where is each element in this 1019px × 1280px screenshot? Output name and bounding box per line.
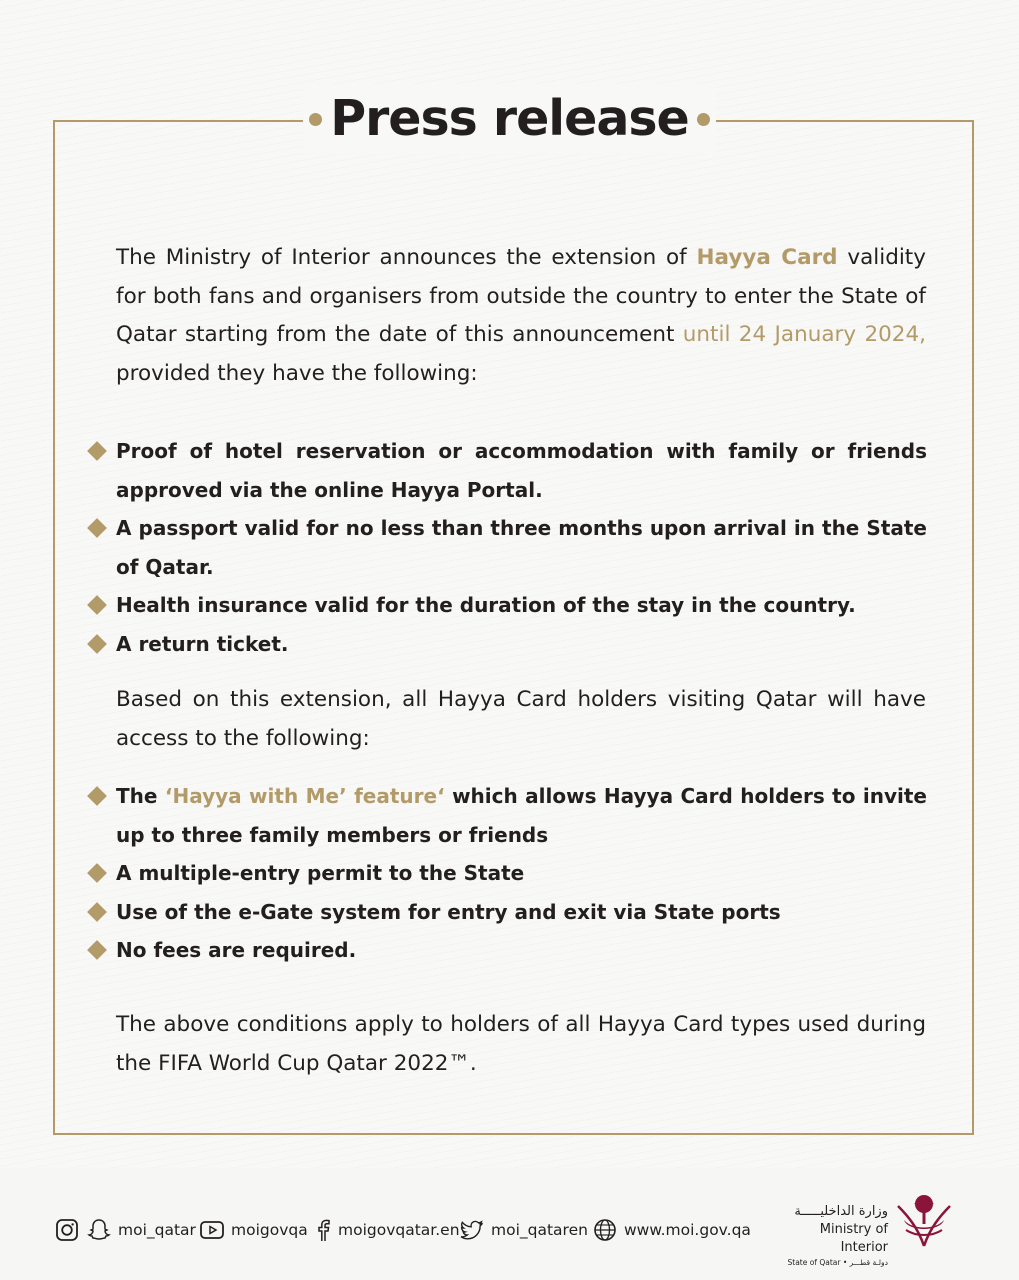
logo-english: Ministry of Interior: [819, 1222, 888, 1255]
diamond-bullet-icon: [87, 902, 107, 922]
instagram-handle: moi_qatar: [118, 1221, 196, 1239]
hayya-with-me-highlight: ‘Hayya with Me’ feature‘: [164, 784, 445, 808]
youtube-icon: [199, 1217, 225, 1243]
logo-arabic: وزارة الداخليـــــة: [794, 1204, 888, 1219]
title-dot-right: [697, 113, 710, 126]
diamond-bullet-icon: [87, 863, 107, 883]
date-highlight: until 24 January 2024,: [682, 322, 926, 347]
facebook-icon: [314, 1217, 332, 1243]
youtube-handle: moigovqa: [231, 1221, 308, 1239]
footer-website[interactable]: [592, 1215, 751, 1245]
qatar-emblem-icon: [890, 1186, 958, 1252]
list-item: Health insurance valid for the duration of the stay in the country.: [85, 586, 927, 625]
globe-icon: [592, 1217, 618, 1243]
list-item: No fees are required.: [85, 931, 927, 970]
twitter-handle: moi_qataren: [491, 1221, 588, 1239]
diamond-bullet-icon: [87, 518, 107, 538]
page-title: Press release: [330, 90, 689, 147]
hayya-card-highlight: Hayya Card: [696, 245, 838, 270]
ministry-logo-text: [772, 1203, 888, 1269]
diamond-bullet-icon: [87, 786, 107, 806]
website-url: www.moi.gov.qa: [624, 1221, 751, 1239]
list-item: The ‘Hayya with Me’ feature‘ which allows Hayya Card holders to invite up to three family members or friends: [85, 777, 927, 854]
list-item: A return ticket.: [85, 625, 927, 664]
instagram-icon: [54, 1217, 80, 1243]
closing-paragraph: The above conditions apply to holders of all Hayya Card types used during the FIFA World Cup Qatar 2022™.: [116, 1012, 926, 1076]
facebook-handle: moigovqatar.en: [338, 1221, 460, 1239]
diamond-bullet-icon: [87, 441, 107, 461]
snapchat-icon: [86, 1217, 112, 1243]
benefits-list: [85, 777, 927, 970]
footer-youtube[interactable]: [199, 1215, 308, 1245]
intro-paragraph: The Ministry of Interior announces the extension of Hayya Card validity for both fans and organisers from outside the country to enter the State of Qatar starting from the date of this announcement until 24 January 2024, provided they have the following:: [116, 245, 926, 386]
footer-facebook[interactable]: [314, 1215, 460, 1245]
extension-paragraph: Based on this extension, all Hayya Card holders visiting Qatar will have access to the following:: [116, 687, 926, 751]
list-item: A multiple-entry permit to the State: [85, 854, 927, 893]
footer-twitter[interactable]: [459, 1215, 588, 1245]
requirements-list: [85, 432, 927, 663]
list-item: Proof of hotel reservation or accommodation with family or friends approved via the online Hayya Portal.: [85, 432, 927, 509]
logo-subtitle: State of Qatar • دولـة قطـــر: [787, 1258, 888, 1267]
diamond-bullet-icon: [87, 940, 107, 960]
title-dot-left: [309, 113, 322, 126]
footer-instagram-snapchat[interactable]: [54, 1215, 196, 1245]
diamond-bullet-icon: [87, 634, 107, 654]
diamond-bullet-icon: [87, 595, 107, 615]
list-item: A passport valid for no less than three months upon arrival in the State of Qatar.: [85, 509, 927, 586]
twitter-icon: [459, 1217, 485, 1243]
list-item: Use of the e-Gate system for entry and exit via State ports: [85, 893, 927, 932]
title-bar: [0, 84, 1019, 154]
